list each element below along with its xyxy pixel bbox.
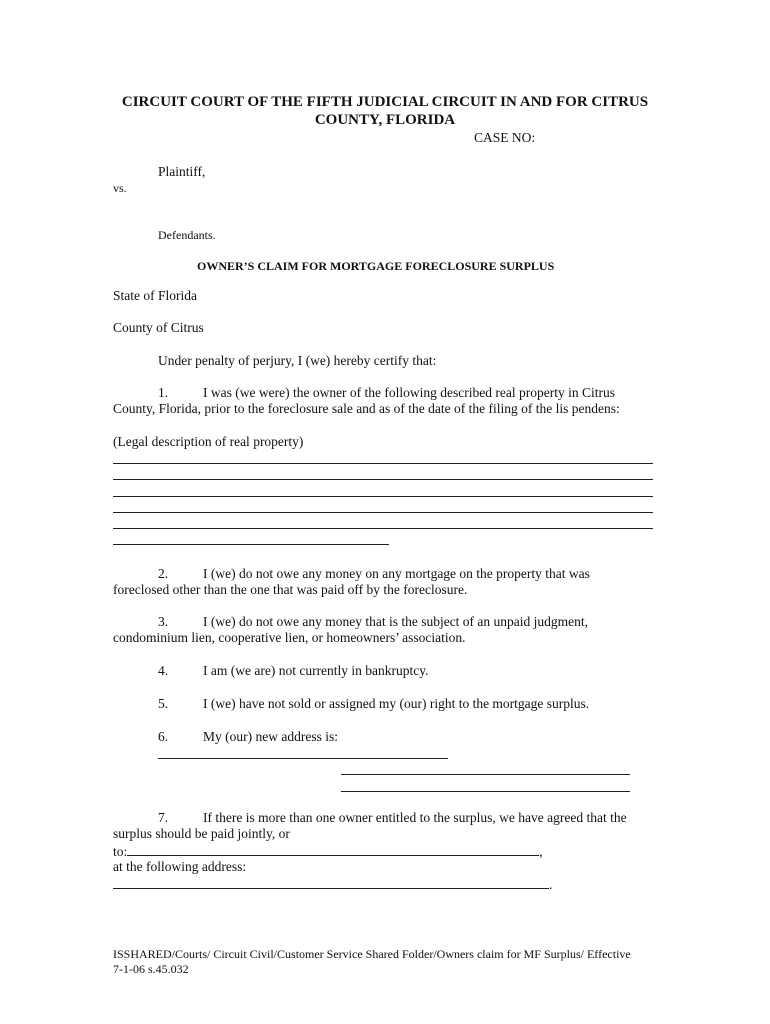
versus-label: vs. xyxy=(113,181,127,195)
plaintiff-label: Plaintiff, xyxy=(158,164,206,179)
item-4-text: I am (we are) not currently in bankruptcy. xyxy=(203,663,429,678)
item-5-number: 5. xyxy=(158,696,169,711)
item-1-text-line2: County, Florida, prior to the foreclosure sale and as of the date of the filing of the lis pendens: xyxy=(113,401,620,416)
item-3-text-line1: I (we) do not owe any money that is the subject of an unpaid judgment, xyxy=(203,614,589,629)
item-2-text-line2: foreclosed other than the one that was paid off by the foreclosure. xyxy=(113,582,468,597)
footer-path-line2: 7-1-06 s.45.032 xyxy=(113,962,189,976)
legal-description-line-4[interactable] xyxy=(113,512,653,513)
legal-description-line-1[interactable] xyxy=(113,463,653,464)
new-address-line-3[interactable] xyxy=(341,791,630,792)
court-title-line1: CIRCUIT COURT OF THE FIFTH JUDICIAL CIRCUIT IN AND FOR CITRUS xyxy=(121,94,649,110)
certification-intro: Under penalty of perjury, I (we) hereby certify that: xyxy=(158,353,437,368)
item-7-text-line1: If there is more than one owner entitled to the surplus, we have agreed that the xyxy=(203,810,627,825)
new-address-line-2[interactable] xyxy=(341,774,630,775)
payee-address-field[interactable] xyxy=(113,876,549,889)
legal-description-label: (Legal description of real property) xyxy=(113,434,304,449)
item-7-address-label: at the following address: xyxy=(113,859,247,874)
item-7-to-label: to: xyxy=(113,844,128,859)
court-title-line2: COUNTY, FLORIDA xyxy=(314,112,456,128)
legal-description-line-6[interactable] xyxy=(113,544,389,545)
item-3-number: 3. xyxy=(158,614,169,629)
defendants-label: Defendants. xyxy=(158,228,216,242)
item-7-payee-row xyxy=(113,843,543,860)
legal-description-line-5[interactable] xyxy=(113,528,653,529)
payee-comma: , xyxy=(539,844,543,859)
new-address-line-1[interactable] xyxy=(158,758,448,759)
item-4-number: 4. xyxy=(158,663,169,678)
item-7-address-row xyxy=(113,876,552,893)
legal-description-line-3[interactable] xyxy=(113,496,653,497)
item-7-number: 7. xyxy=(158,810,169,825)
item-2-text-line1: I (we) do not owe any money on any mortgage on the property that was xyxy=(203,566,590,581)
item-1-number: 1. xyxy=(158,385,169,400)
venue-county: County of Citrus xyxy=(113,320,204,335)
form-title: OWNER’S CLAIM FOR MORTGAGE FORECLOSURE SURPLUS xyxy=(197,259,555,273)
item-5-text: I (we) have not sold or assigned my (our) right to the mortgage surplus. xyxy=(203,696,590,711)
item-2-number: 2. xyxy=(158,566,169,581)
payee-address-period: . xyxy=(549,877,553,892)
footer-path-line1: ISSHARED/Courts/ Circuit Civil/Customer Service Shared Folder/Owners claim for MF Surplus/ Effective xyxy=(113,947,631,961)
payee-name-field[interactable] xyxy=(127,843,539,856)
legal-description-line-2[interactable] xyxy=(113,479,653,480)
case-number-label: CASE NO: xyxy=(474,130,536,145)
item-6-text: My (our) new address is: xyxy=(203,729,338,744)
item-3-text-line2: condominium lien, cooperative lien, or homeowners’ association. xyxy=(113,630,466,645)
item-1-text-line1: I was (we were) the owner of the following described real property in Citrus xyxy=(203,385,615,400)
item-7-text-line2: surplus should be paid jointly, or xyxy=(113,826,290,841)
item-6-number: 6. xyxy=(158,729,169,744)
venue-state: State of Florida xyxy=(113,288,197,303)
